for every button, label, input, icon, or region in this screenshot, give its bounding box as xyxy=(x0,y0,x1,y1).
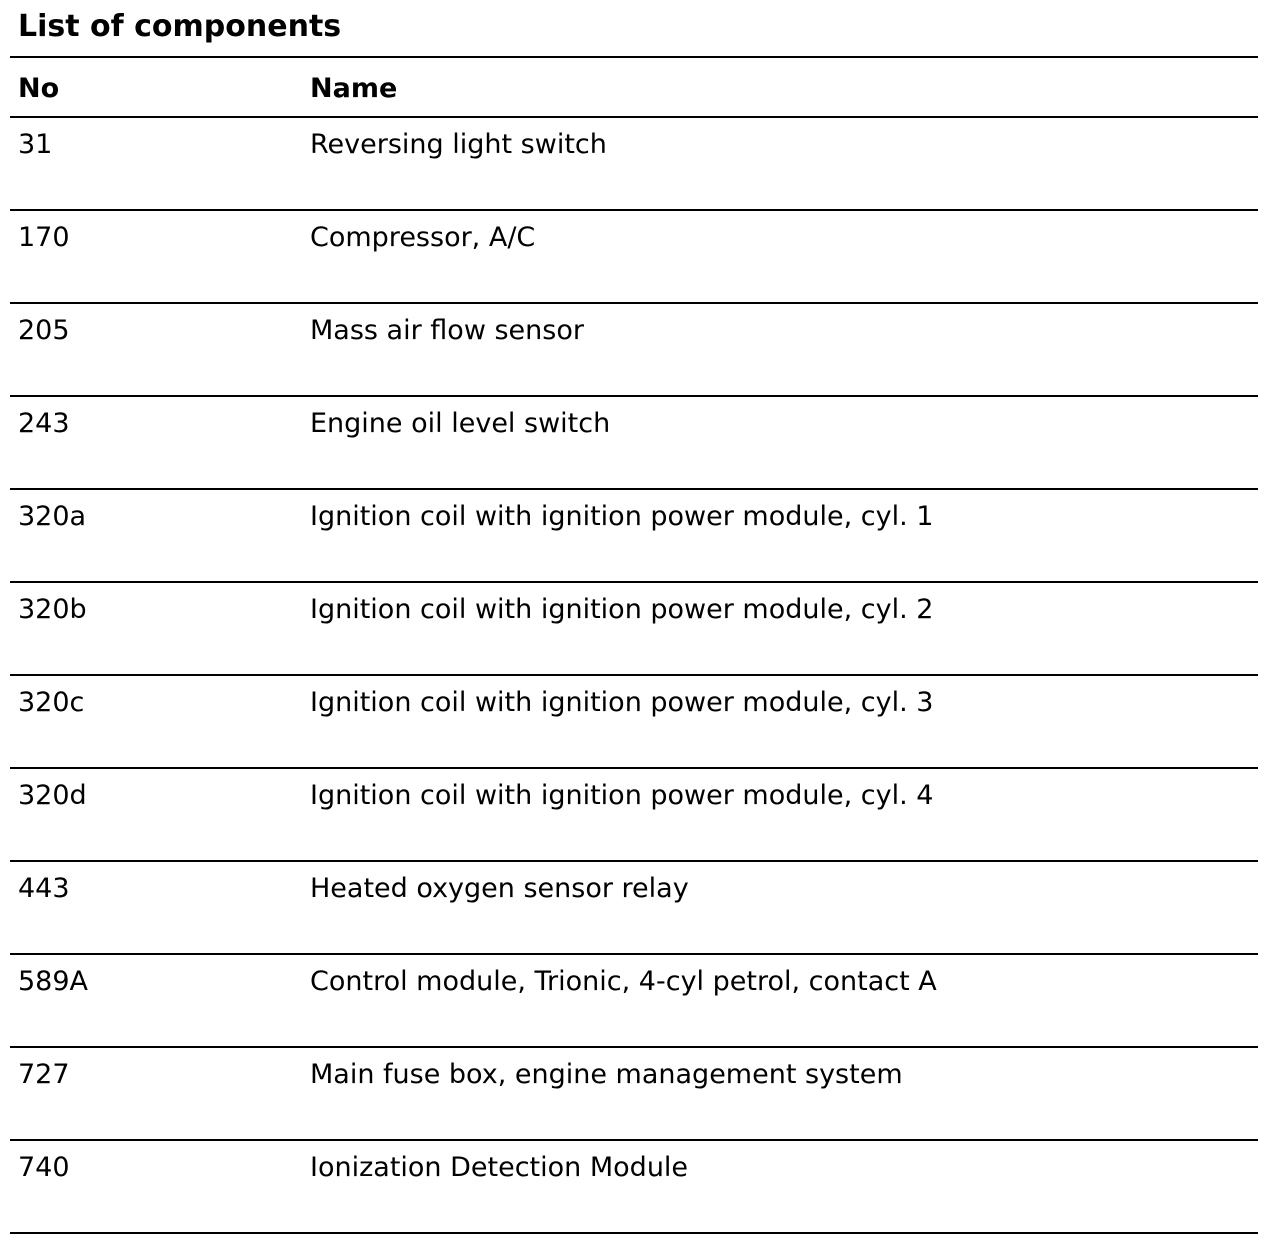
row-name: Heated oxygen sensor relay xyxy=(310,873,689,904)
table-row xyxy=(10,676,1258,769)
row-name: Compressor, A/C xyxy=(310,222,536,253)
row-number: 320b xyxy=(18,594,87,625)
row-name: Ionization Detection Module xyxy=(310,1152,689,1183)
row-number: 727 xyxy=(18,1059,70,1090)
table-header-row xyxy=(10,58,1258,118)
row-name: Ignition coil with ignition power module, cyl. 2 xyxy=(310,594,934,625)
row-number: 320c xyxy=(18,687,85,718)
row-name: Ignition coil with ignition power module, cyl. 1 xyxy=(310,501,934,532)
table-row xyxy=(10,304,1258,397)
row-number: 243 xyxy=(18,408,70,439)
row-number: 320a xyxy=(18,501,87,532)
table-row xyxy=(10,397,1258,490)
row-name: Engine oil level switch xyxy=(310,408,611,439)
row-name: Reversing light switch xyxy=(310,129,607,160)
row-number: 443 xyxy=(18,873,70,904)
row-name: Control module, Trionic, 4-cyl petrol, contact A xyxy=(310,966,937,997)
table-row xyxy=(10,1048,1258,1141)
table-row xyxy=(10,1141,1258,1234)
row-number: 589A xyxy=(18,966,89,997)
column-header-no: No xyxy=(18,73,60,104)
table-row xyxy=(10,490,1258,583)
row-name: Main fuse box, engine management system xyxy=(310,1059,903,1090)
page-title: List of components xyxy=(10,0,1258,58)
row-number: 320d xyxy=(18,780,87,811)
table-row xyxy=(10,955,1258,1048)
row-number: 205 xyxy=(18,315,70,346)
table-row xyxy=(10,769,1258,862)
row-number: 31 xyxy=(18,129,53,160)
table-row xyxy=(10,211,1258,304)
row-number: 170 xyxy=(18,222,70,253)
table-row xyxy=(10,862,1258,955)
components-document xyxy=(10,0,1258,1234)
table-row xyxy=(10,583,1258,676)
column-header-name: Name xyxy=(310,73,398,104)
row-number: 740 xyxy=(18,1152,70,1183)
table-row xyxy=(10,118,1258,211)
row-name: Ignition coil with ignition power module, cyl. 4 xyxy=(310,780,934,811)
row-name: Ignition coil with ignition power module, cyl. 3 xyxy=(310,687,934,718)
row-name: Mass air flow sensor xyxy=(310,315,584,346)
